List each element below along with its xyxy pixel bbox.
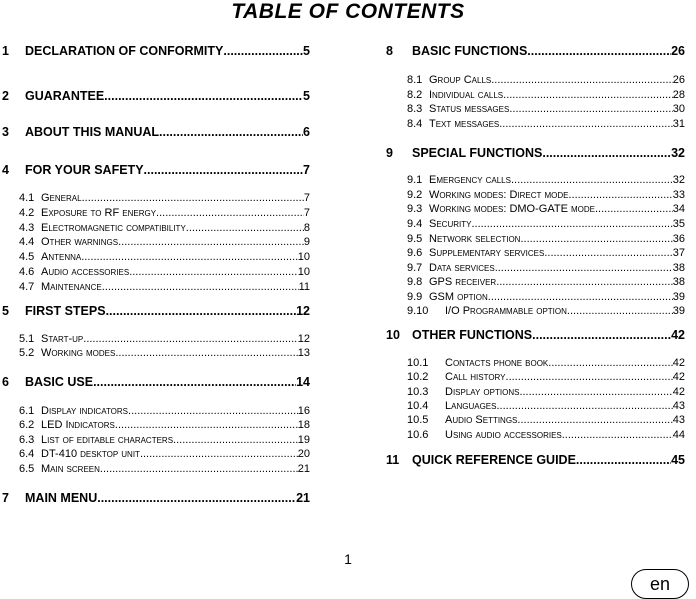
toc-entry-number: 10 <box>386 328 400 342</box>
toc-entry-page: 6 <box>303 125 310 139</box>
toc-entry-number: 9.8 <box>407 276 423 288</box>
toc-entry-page: 26 <box>671 44 685 58</box>
toc-entry-number: 9.3 <box>407 203 423 215</box>
toc-entry-number: 6 <box>2 375 9 389</box>
toc-section-entry[interactable] <box>407 262 685 274</box>
toc-leader-dots <box>495 262 673 274</box>
toc-section-entry[interactable] <box>407 357 685 369</box>
toc-entry-page: 7 <box>303 163 310 177</box>
toc-entry-page: 5 <box>303 89 310 103</box>
toc-leader-dots <box>144 163 304 177</box>
toc-entry-label: Exposure to RF energy <box>41 207 157 219</box>
toc-leader-dots <box>509 103 672 115</box>
toc-entry-page: 43 <box>672 414 685 426</box>
toc-entry-page: 38 <box>672 276 685 288</box>
toc-section-entry[interactable] <box>19 251 310 263</box>
toc-chapter-entry[interactable] <box>0 375 310 389</box>
toc-section-entry[interactable] <box>407 118 685 130</box>
toc-entry-page: 14 <box>296 375 310 389</box>
toc-entry-label: BASIC FUNCTIONS <box>412 44 528 58</box>
toc-entry-label: Supplementary services <box>429 247 545 259</box>
toc-entry-label: Working modes: Direct mode <box>429 189 569 201</box>
toc-leader-dots <box>562 429 673 441</box>
toc-leader-dots <box>104 89 303 103</box>
toc-entry-number: 10.1 <box>407 357 429 369</box>
toc-section-entry[interactable] <box>407 276 685 288</box>
toc-leader-dots <box>140 448 298 460</box>
toc-entry-label: Audio Settings <box>445 414 518 426</box>
toc-section-entry[interactable] <box>407 103 685 115</box>
toc-entry-label: Text messages <box>429 118 500 130</box>
toc-chapter-entry[interactable] <box>384 453 685 467</box>
toc-entry-page: 7 <box>303 192 310 204</box>
toc-entry-number: 4.6 <box>19 266 35 278</box>
toc-leader-dots <box>532 328 671 342</box>
toc-section-entry[interactable] <box>407 247 685 259</box>
toc-entry-number: 10.6 <box>407 429 429 441</box>
toc-section-entry[interactable] <box>19 434 310 446</box>
toc-entry-label: Main screen <box>41 463 100 475</box>
toc-entry-label: Maintenance <box>41 281 102 293</box>
toc-entry-label: Electromagnetic compatibility <box>41 222 186 234</box>
toc-leader-dots <box>82 192 304 204</box>
toc-entry-page: 21 <box>297 463 310 475</box>
toc-entry-label: Using audio accessories <box>445 429 562 441</box>
toc-entry-number: 4.4 <box>19 236 35 248</box>
toc-entry-number: 6.1 <box>19 405 35 417</box>
toc-leader-dots <box>511 174 673 186</box>
toc-leader-dots <box>576 453 671 467</box>
toc-section-entry[interactable] <box>19 192 310 204</box>
toc-entry-page: 20 <box>297 448 310 460</box>
toc-section-entry[interactable] <box>407 189 685 201</box>
toc-entry-label: ABOUT THIS MANUAL <box>25 125 160 139</box>
toc-entry-number: 4.3 <box>19 222 35 234</box>
toc-entry-number: 11 <box>386 453 400 467</box>
toc-leader-dots <box>223 44 303 58</box>
toc-entry-label: GUARANTEE <box>25 89 105 103</box>
toc-section-entry[interactable] <box>19 207 310 219</box>
toc-entry-page: 12 <box>296 304 310 318</box>
toc-entry-label: Languages <box>445 400 497 412</box>
toc-leader-dots <box>506 371 673 383</box>
toc-chapter-entry[interactable] <box>0 304 310 318</box>
toc-section-entry[interactable] <box>407 400 685 412</box>
toc-entry-page: 31 <box>672 118 685 130</box>
toc-entry-number: 8.1 <box>407 74 423 86</box>
toc-leader-dots <box>520 233 672 245</box>
toc-entry-number: 9.10 <box>407 305 429 317</box>
toc-entry-page: 11 <box>298 281 310 293</box>
toc-entry-label: SPECIAL FUNCTIONS <box>412 146 543 160</box>
toc-entry-label: List of editable characters <box>41 434 174 446</box>
toc-chapter-entry[interactable] <box>384 44 685 58</box>
toc-entry-page: 42 <box>671 328 685 342</box>
toc-leader-dots <box>156 207 304 219</box>
toc-leader-dots <box>542 146 671 160</box>
toc-entry-number: 6.5 <box>19 463 35 475</box>
toc-entry-label: Start-up <box>41 333 84 345</box>
toc-entry-page: 21 <box>296 491 310 505</box>
toc-leader-dots <box>567 305 673 317</box>
toc-entry-page: 32 <box>671 146 685 160</box>
toc-chapter-entry[interactable] <box>0 163 310 177</box>
toc-leader-dots <box>496 400 672 412</box>
toc-entry-page: 42 <box>672 386 685 398</box>
toc-leader-dots <box>93 375 296 389</box>
toc-entry-label: Antenna <box>41 251 82 263</box>
toc-leader-dots <box>128 405 298 417</box>
toc-entry-number: 9.7 <box>407 262 423 274</box>
toc-entry-number: 4 <box>2 163 9 177</box>
toc-entry-number: 10.5 <box>407 414 429 426</box>
toc-leader-dots <box>173 434 298 446</box>
toc-entry-number: 5.1 <box>19 333 35 345</box>
toc-section-entry[interactable] <box>407 429 685 441</box>
toc-entry-page: 7 <box>303 207 310 219</box>
toc-entry-page: 35 <box>672 218 685 230</box>
toc-entry-number: 10.2 <box>407 371 429 383</box>
toc-entry-number: 4.5 <box>19 251 35 263</box>
toc-leader-dots <box>568 189 672 201</box>
toc-entry-page: 42 <box>672 371 685 383</box>
toc-entry-page: 37 <box>672 247 685 259</box>
toc-entry-number: 8.4 <box>407 118 423 130</box>
toc-entry-label: Status messages <box>429 103 510 115</box>
toc-entry-label: Audio accessories <box>41 266 130 278</box>
toc-entry-number: 1 <box>2 44 9 58</box>
toc-entry-page: 10 <box>297 266 310 278</box>
toc-section-entry[interactable] <box>19 463 310 475</box>
toc-entry-page: 44 <box>672 429 685 441</box>
toc-entry-number: 9.2 <box>407 189 423 201</box>
toc-chapter-entry[interactable] <box>0 491 310 505</box>
toc-entry-page: 42 <box>672 357 685 369</box>
toc-entry-label: I/O Programmable option <box>445 305 567 317</box>
toc-entry-number: 9.9 <box>407 291 423 303</box>
toc-entry-number: 4.1 <box>19 192 35 204</box>
toc-leader-dots <box>491 74 673 86</box>
toc-entry-page: 36 <box>672 233 685 245</box>
toc-leader-dots <box>527 44 671 58</box>
toc-entry-page: 26 <box>672 74 685 86</box>
toc-leader-dots <box>496 276 673 288</box>
toc-entry-page: 18 <box>297 419 310 431</box>
toc-entry-label: Network selection <box>429 233 521 245</box>
toc-section-entry[interactable] <box>19 222 310 234</box>
toc-chapter-entry[interactable] <box>0 89 310 103</box>
toc-section-entry[interactable] <box>407 291 685 303</box>
toc-section-entry[interactable] <box>407 371 685 383</box>
toc-leader-dots <box>118 236 304 248</box>
toc-entry-page: 28 <box>672 89 685 101</box>
toc-entry-label: GPS receiver <box>429 276 497 288</box>
toc-entry-number: 4.7 <box>19 281 35 293</box>
page-number: 1 <box>344 551 352 567</box>
toc-section-entry[interactable] <box>19 419 310 431</box>
toc-entry-label: DECLARATION OF CONFORMITY <box>25 44 224 58</box>
toc-section-entry[interactable] <box>19 266 310 278</box>
toc-section-entry[interactable] <box>19 347 310 359</box>
toc-entry-page: 45 <box>671 453 685 467</box>
toc-section-entry[interactable] <box>407 414 685 426</box>
toc-section-entry[interactable] <box>407 305 685 317</box>
toc-leader-dots <box>186 222 304 234</box>
toc-entry-page: 32 <box>672 174 685 186</box>
toc-leader-dots <box>118 347 297 359</box>
toc-entry-label: BASIC USE <box>25 375 94 389</box>
toc-entry-page: 39 <box>672 291 685 303</box>
toc-entry-page: 8 <box>303 222 310 234</box>
toc-section-entry[interactable] <box>19 333 310 345</box>
toc-entry-label: OTHER FUNCTIONS <box>412 328 533 342</box>
toc-entry-number: 3 <box>2 125 9 139</box>
toc-entry-page: 9 <box>303 236 310 248</box>
toc-leader-dots <box>81 251 298 263</box>
toc-section-entry[interactable] <box>407 386 685 398</box>
toc-entry-label: General <box>41 192 82 204</box>
toc-chapter-entry[interactable] <box>0 44 310 58</box>
toc-entry-number: 8.3 <box>407 103 423 115</box>
toc-leader-dots <box>595 203 673 215</box>
toc-leader-dots <box>102 281 299 293</box>
toc-section-entry[interactable] <box>19 281 310 293</box>
toc-leader-dots <box>100 463 298 475</box>
toc-entry-label: Contacts phone book <box>445 357 549 369</box>
toc-entry-label: LED Indicators. <box>41 419 118 431</box>
toc-entry-label: Display indicators <box>41 405 129 417</box>
toc-leader-dots <box>548 357 672 369</box>
toc-section-entry[interactable] <box>19 236 310 248</box>
toc-leader-dots <box>519 386 672 398</box>
toc-entry-page: 39 <box>672 305 685 317</box>
toc-entry-label: Security <box>429 218 472 230</box>
toc-entry-label: Individual calls <box>429 89 504 101</box>
toc-leader-dots <box>159 125 303 139</box>
toc-entry-page: 34 <box>672 203 685 215</box>
toc-entry-page: 10 <box>297 251 310 263</box>
toc-entry-label: DT-410 desktop unit <box>41 448 140 460</box>
toc-leader-dots <box>83 333 297 345</box>
toc-leader-dots <box>499 118 673 130</box>
toc-entry-page: 5 <box>303 44 310 58</box>
toc-entry-label: QUICK REFERENCE GUIDE <box>412 453 576 467</box>
toc-section-entry[interactable] <box>19 405 310 417</box>
toc-section-entry[interactable] <box>407 74 685 86</box>
toc-section-entry[interactable] <box>407 218 685 230</box>
toc-entry-label: Display options <box>445 386 520 398</box>
toc-entry-number: 9.4 <box>407 218 423 230</box>
toc-entry-label: Working modes: DMO-GATE mode <box>429 203 595 215</box>
toc-entry-page: 12 <box>297 333 310 345</box>
toc-entry-number: 8 <box>386 44 393 58</box>
toc-entry-number: 10.4 <box>407 400 429 412</box>
toc-entry-label: Other warnings <box>41 236 119 248</box>
page-title: TABLE OF CONTENTS <box>231 0 465 23</box>
toc-entry-number: 10.3 <box>407 386 429 398</box>
toc-section-entry[interactable] <box>407 203 685 215</box>
toc-entry-label: FIRST STEPS <box>25 304 106 318</box>
toc-entry-page: 13 <box>297 347 310 359</box>
toc-entry-label: GSM option <box>429 291 488 303</box>
toc-entry-label: Call history <box>445 371 506 383</box>
toc-leader-dots <box>471 218 672 230</box>
toc-entry-number: 4.2 <box>19 207 35 219</box>
toc-entry-number: 5.2 <box>19 347 35 359</box>
toc-entry-label: Data services <box>429 262 495 274</box>
toc-entry-number: 7 <box>2 491 9 505</box>
toc-entry-label: Emergency calls <box>429 174 511 186</box>
toc-entry-number: 9.1 <box>407 174 423 186</box>
toc-entry-label: MAIN MENU <box>25 491 98 505</box>
toc-chapter-entry[interactable] <box>384 328 685 342</box>
toc-entry-number: 6.3 <box>19 434 35 446</box>
toc-leader-dots <box>118 419 298 431</box>
toc-section-entry[interactable] <box>407 233 685 245</box>
toc-entry-number: 9 <box>386 146 393 160</box>
toc-entry-number: 9.5 <box>407 233 423 245</box>
toc-entry-label: Working modes. <box>41 347 119 359</box>
toc-entry-page: 38 <box>672 262 685 274</box>
toc-chapter-entry[interactable] <box>0 125 310 139</box>
toc-section-entry[interactable] <box>407 174 685 186</box>
toc-entry-page: 43 <box>672 400 685 412</box>
toc-leader-dots <box>488 291 673 303</box>
toc-leader-dots <box>503 89 673 101</box>
toc-entry-number: 6.2 <box>19 419 35 431</box>
toc-entry-page: 33 <box>672 189 685 201</box>
toc-leader-dots <box>544 247 672 259</box>
toc-leader-dots <box>517 414 672 426</box>
toc-entry-number: 5 <box>2 304 9 318</box>
toc-chapter-entry[interactable] <box>384 146 685 160</box>
toc-entry-number: 8.2 <box>407 89 423 101</box>
toc-entry-page: 16 <box>297 405 310 417</box>
toc-leader-dots <box>106 304 297 318</box>
toc-leader-dots <box>129 266 298 278</box>
toc-section-entry[interactable] <box>19 448 310 460</box>
toc-leader-dots <box>97 491 296 505</box>
toc-entry-number: 9.6 <box>407 247 423 259</box>
toc-section-entry[interactable] <box>407 89 685 101</box>
toc-entry-page: 30 <box>672 103 685 115</box>
toc-entry-label: FOR YOUR SAFETY <box>25 163 144 177</box>
toc-entry-label: Group Calls <box>429 74 492 86</box>
language-badge: en <box>631 569 689 599</box>
toc-entry-number: 6.4 <box>19 448 35 460</box>
toc-entry-page: 19 <box>297 434 310 446</box>
toc-entry-number: 2 <box>2 89 9 103</box>
